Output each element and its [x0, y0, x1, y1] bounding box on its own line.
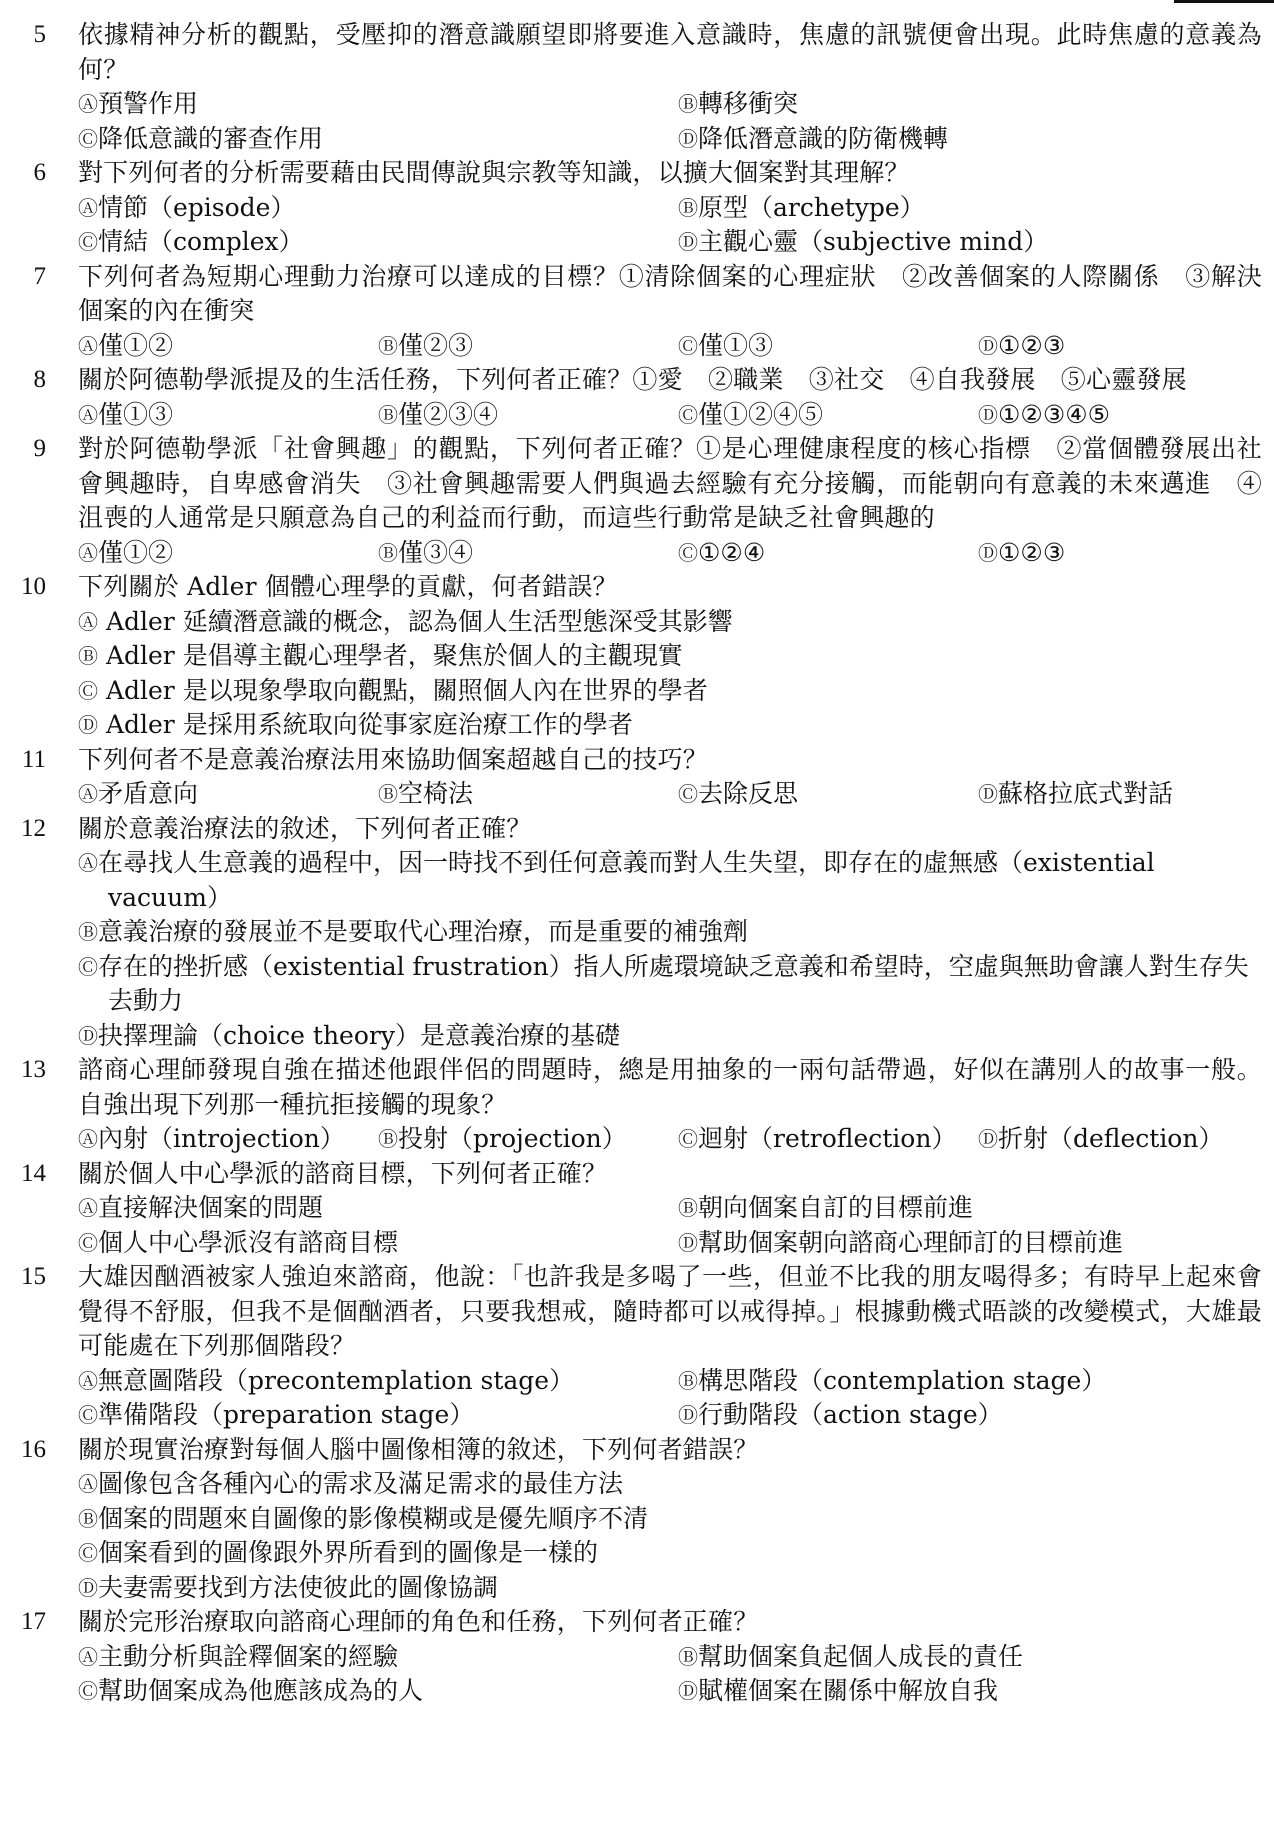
option-a [78, 605, 1262, 640]
options-grid [78, 329, 1262, 364]
option-b [378, 536, 678, 571]
question-number: 13 [21, 1056, 46, 1083]
option-d [78, 708, 1262, 743]
option-b [378, 777, 678, 812]
options-list [78, 605, 1262, 743]
options-grid [78, 1640, 1262, 1709]
question-stem: 關於完形治療取向諮商心理師的角色和任務，下列何者正確？ [78, 1607, 759, 1636]
option-label: Ⓓ [978, 402, 998, 427]
option-label: Ⓑ [678, 1196, 698, 1220]
option-text: 降低潛意識的防衛機轉 [698, 123, 949, 153]
option-label: Ⓒ [678, 333, 698, 358]
exam-page [0, 18, 1274, 1709]
option-text: 主動分析與詮釋個案的經驗 [98, 1641, 399, 1671]
option-label: Ⓒ [78, 678, 98, 703]
option-label: Ⓓ [678, 126, 698, 151]
option-text: 降低意識的審查作用 [98, 123, 324, 153]
question-number: 16 [21, 1435, 46, 1463]
option-label: Ⓑ [78, 920, 98, 944]
option-label: Ⓓ [78, 1023, 98, 1048]
question-8 [0, 363, 1274, 432]
option-b [78, 1502, 1262, 1537]
option-c [678, 1122, 978, 1157]
question-number: 10 [21, 573, 46, 600]
option-d [978, 1122, 1262, 1157]
option-text: ①②④ [698, 537, 766, 567]
question-9 [0, 432, 1274, 570]
option-text: 個人中心學派沒有諮商目標 [98, 1227, 399, 1257]
option-a [78, 329, 378, 364]
option-label: Ⓑ [378, 1127, 398, 1151]
question-6 [0, 156, 1274, 260]
option-d [678, 1674, 1262, 1709]
option-c [78, 1674, 678, 1709]
option-label: Ⓓ [678, 1403, 698, 1427]
question-number: 9 [33, 435, 46, 462]
option-label: Ⓓ [78, 1575, 98, 1600]
option-label: Ⓒ [678, 540, 698, 565]
option-label: Ⓒ [78, 126, 98, 151]
option-label: Ⓓ [978, 1127, 998, 1151]
options-list [78, 1467, 1262, 1605]
question-11 [0, 743, 1274, 812]
option-text: 直接解決個案的問題 [98, 1193, 324, 1222]
option-text: 準備階段（preparation stage） [98, 1400, 475, 1429]
option-d [978, 777, 1262, 812]
option-text: 朝向個案自訂的目標前進 [698, 1193, 974, 1222]
option-text: 僅①② [98, 537, 174, 567]
option-label: Ⓐ [78, 1644, 98, 1669]
question-stem: 關於現實治療對每個人腦中圖像相簿的敘述，下列何者錯誤？ [78, 1434, 759, 1464]
option-label: Ⓒ [78, 1541, 98, 1565]
header-rule [1174, 0, 1274, 3]
option-d [978, 329, 1262, 364]
option-label: Ⓐ [78, 402, 98, 427]
option-c [78, 225, 678, 260]
option-text: 無意圖階段（precontemplation stage） [98, 1365, 575, 1395]
question-number: 12 [21, 814, 46, 842]
options-grid [78, 1122, 1262, 1157]
option-text: 圖像包含各種內心的需求及滿足需求的最佳方法 [98, 1469, 624, 1498]
option-d [978, 398, 1262, 433]
question-stem: 對下列何者的分析需要藉由民間傳說與宗教等知識，以擴大個案對其理解？ [78, 158, 910, 187]
options-grid [78, 191, 1262, 260]
option-a [78, 1640, 678, 1675]
question-7 [0, 260, 1274, 364]
option-text: 抉擇理論（choice theory）是意義治療的基礎 [98, 1020, 620, 1050]
option-text: 幫助個案負起個人成長的責任 [698, 1641, 1024, 1671]
option-label: Ⓒ [678, 1127, 698, 1151]
option-label: Ⓐ [78, 782, 98, 806]
question-17 [0, 1605, 1274, 1709]
option-label: Ⓓ [678, 230, 698, 254]
options-grid [78, 777, 1262, 812]
option-c [78, 1226, 678, 1261]
option-label: Ⓐ [78, 1472, 98, 1496]
option-c [78, 1536, 1262, 1571]
option-label: Ⓓ [978, 540, 998, 565]
option-label: Ⓑ [678, 195, 698, 220]
question-number: 17 [21, 1608, 46, 1635]
question-stem: 下列何者為短期心理動力治療可以達成的目標？①清除個案的心理症狀 ②改善個案的人際關係 ③解決個案的內在衝突 [78, 261, 1262, 325]
option-label: Ⓓ [978, 333, 998, 358]
option-b [678, 1191, 1262, 1226]
option-text: ①②③ [998, 537, 1066, 567]
options-grid [78, 398, 1262, 433]
option-label: Ⓑ [678, 1644, 698, 1669]
option-label: Ⓒ [78, 1679, 98, 1703]
question-5 [0, 18, 1274, 156]
option-a [78, 536, 378, 571]
option-text: 原型（archetype） [698, 192, 925, 222]
option-a [78, 1122, 378, 1157]
option-c [678, 329, 978, 364]
option-b [78, 639, 1262, 674]
option-text: 僅②③④ [398, 399, 499, 429]
option-text: 轉移衝突 [698, 89, 799, 118]
option-d [678, 122, 1262, 157]
option-a [78, 1191, 678, 1226]
option-a [78, 846, 1262, 915]
option-label: Ⓒ [78, 1230, 98, 1255]
question-stem: 諮商心理師發現自強在描述他跟伴侶的問題時，總是用抽象的一兩句話帶過，好似在講別人的故事一般。自強出現下列那一種抗拒接觸的現象？ [78, 1055, 1262, 1119]
option-c [678, 536, 978, 571]
option-label: Ⓐ [78, 540, 98, 565]
option-label: Ⓑ [678, 1368, 698, 1393]
question-stem: 下列關於 Adler 個體心理學的貢獻，何者錯誤？ [78, 572, 618, 601]
option-label: Ⓑ [378, 540, 398, 565]
option-text: 夫妻需要找到方法使彼此的圖像協調 [98, 1572, 499, 1602]
option-label: Ⓓ [678, 1230, 698, 1255]
option-text: ①②③ [998, 330, 1066, 360]
option-label: Ⓑ [378, 333, 398, 358]
option-a [78, 777, 378, 812]
option-text: 僅①③ [698, 330, 774, 360]
question-stem: 大雄因酗酒被家人強迫來諮商，他說：「也許我是多喝了一些，但並不比我的朋友喝得多；有時早上起來會覺得不舒服，但我不是個酗酒者，只要我想戒，隨時都可以戒得掉。」根據動機式晤談的改變模式，大雄最可能處在下列那個階段？ [78, 1262, 1262, 1360]
option-label: Ⓐ [78, 609, 98, 634]
option-text: 存在的挫折感（existential frustration）指人所處環境缺乏意義和希望時，空虛與無助會讓人對生存失去動力 [98, 951, 1249, 1015]
option-b [78, 915, 1262, 950]
question-14 [0, 1157, 1274, 1261]
option-text: 情節（episode） [98, 192, 296, 222]
option-text: 僅①② [98, 330, 174, 360]
option-d [678, 1398, 1262, 1433]
options-list [78, 846, 1262, 1053]
options-grid [78, 1364, 1262, 1433]
option-d [78, 1019, 1262, 1054]
option-text: 幫助個案朝向諮商心理師訂的目標前進 [698, 1227, 1124, 1257]
option-a [78, 1364, 678, 1399]
question-number: 5 [33, 21, 46, 48]
option-text: Adler 是以現象學取向觀點，關照個人內在世界的學者 [98, 675, 708, 705]
question-12 [0, 812, 1274, 1054]
option-c [78, 122, 678, 157]
option-b [678, 1640, 1262, 1675]
question-stem: 依據精神分析的觀點，受壓抑的潛意識願望即將要進入意識時，焦慮的訊號便會出現。此時焦慮的意義為何？ [78, 20, 1262, 84]
question-10 [0, 570, 1274, 743]
option-text: Adler 是採用系統取向從事家庭治療工作的學者 [98, 710, 633, 739]
option-label: Ⓑ [378, 782, 398, 806]
option-a [78, 398, 378, 433]
option-text: 個案看到的圖像跟外界所看到的圖像是一樣的 [98, 1538, 599, 1567]
option-label: Ⓐ [78, 1127, 98, 1151]
option-d [678, 225, 1262, 260]
option-text: 情結（complex） [98, 227, 304, 256]
option-text: 僅②③ [398, 330, 474, 360]
option-label: Ⓑ [78, 1506, 98, 1531]
option-label: Ⓐ [78, 333, 98, 358]
option-text: ①②③④⑤ [998, 399, 1111, 429]
option-text: Adler 延續潛意識的概念，認為個人生活型態深受其影響 [98, 606, 733, 636]
option-text: 構思階段（contemplation stage） [698, 1365, 1107, 1395]
option-c [78, 950, 1262, 1019]
option-label: Ⓐ [78, 195, 98, 220]
option-text: 僅③④ [398, 537, 474, 567]
option-text: 僅①③ [98, 399, 174, 429]
option-text: 蘇格拉底式對話 [998, 779, 1174, 808]
option-text: 僅①②④⑤ [698, 399, 824, 429]
option-text: 去除反思 [698, 779, 799, 808]
option-text: 內射（introjection） [98, 1124, 345, 1153]
option-text: 幫助個案成為他應該成為的人 [98, 1676, 424, 1705]
option-label: Ⓒ [678, 402, 698, 427]
options-grid [78, 1191, 1262, 1260]
option-text: 意義治療的發展並不是要取代心理治療，而是重要的補強劑 [98, 917, 749, 946]
option-text: 賦權個案在關係中解放自我 [698, 1676, 999, 1705]
option-label: Ⓒ [78, 1403, 98, 1427]
question-stem: 關於意義治療法的敘述，下列何者正確？ [78, 813, 532, 843]
question-stem: 下列何者不是意義治療法用來協助個案超越自己的技巧？ [78, 744, 709, 774]
question-number: 14 [21, 1159, 46, 1187]
option-label: Ⓑ [678, 92, 698, 116]
option-text: 行動階段（action stage） [698, 1400, 1003, 1429]
option-label: Ⓑ [378, 402, 398, 427]
question-number: 7 [33, 262, 46, 290]
question-number: 11 [21, 745, 46, 773]
option-label: Ⓓ [78, 713, 98, 737]
option-label: Ⓒ [78, 954, 98, 979]
question-13 [0, 1053, 1274, 1157]
option-text: 空椅法 [398, 779, 474, 808]
option-text: Adler 是倡導主觀心理學者，聚焦於個人的主觀現實 [98, 641, 683, 670]
question-16 [0, 1433, 1274, 1606]
options-grid [78, 536, 1262, 571]
option-label: Ⓒ [78, 230, 98, 254]
option-a [78, 87, 678, 122]
option-d [78, 1571, 1262, 1606]
question-number: 8 [33, 366, 46, 393]
option-b [378, 329, 678, 364]
option-a [78, 191, 678, 226]
option-d [978, 536, 1262, 571]
option-b [678, 87, 1262, 122]
option-text: 投射（projection） [398, 1124, 627, 1153]
question-15 [0, 1260, 1274, 1433]
option-text: 矛盾意向 [98, 779, 199, 808]
option-text: 個案的問題來自圖像的影像模糊或是優先順序不清 [98, 1503, 649, 1533]
question-stem: 對於阿德勒學派「社會興趣」的觀點，下列何者正確？①是心理健康程度的核心指標 ②當個體發展出社會興趣時，自卑感會消失 ③社會興趣需要人們與過去經驗有充分接觸，而能朝向有意義的未來邁進 ④沮喪的人通常是只願意為自己的利益而行動，而這些行動常是缺乏社會興趣的 [78, 434, 1262, 532]
option-label: Ⓓ [678, 1679, 698, 1703]
option-label: Ⓒ [678, 782, 698, 806]
option-label: Ⓑ [78, 644, 98, 668]
option-label: Ⓐ [78, 1368, 98, 1393]
option-b [378, 398, 678, 433]
option-c [678, 398, 978, 433]
option-text: 預警作用 [98, 89, 199, 118]
option-text: 折射（deflection） [998, 1124, 1224, 1153]
options-grid [78, 87, 1262, 156]
option-d [678, 1226, 1262, 1261]
question-number: 15 [21, 1263, 46, 1290]
option-text: 主觀心靈（subjective mind） [698, 227, 1049, 256]
option-label: Ⓐ [78, 92, 98, 116]
option-b [378, 1122, 678, 1157]
option-c [678, 777, 978, 812]
option-c [78, 674, 1262, 709]
option-label: Ⓓ [978, 782, 998, 806]
option-label: Ⓐ [78, 851, 98, 875]
option-c [78, 1398, 678, 1433]
question-number: 6 [33, 159, 46, 186]
question-stem: 關於阿德勒學派提及的生活任務，下列何者正確？①愛 ②職業 ③社交 ④自我發展 ⑤心靈發展 [78, 365, 1187, 394]
option-a [78, 1467, 1262, 1502]
option-label: Ⓐ [78, 1196, 98, 1220]
option-text: 在尋找人生意義的過程中，因一時找不到任何意義而對人生失望，即存在的虛無感（existential vacuum） [98, 848, 1155, 912]
option-b [678, 1364, 1262, 1399]
option-text: 迴射（retroflection） [698, 1124, 957, 1153]
option-b [678, 191, 1262, 226]
question-stem: 關於個人中心學派的諮商目標，下列何者正確？ [78, 1158, 608, 1188]
